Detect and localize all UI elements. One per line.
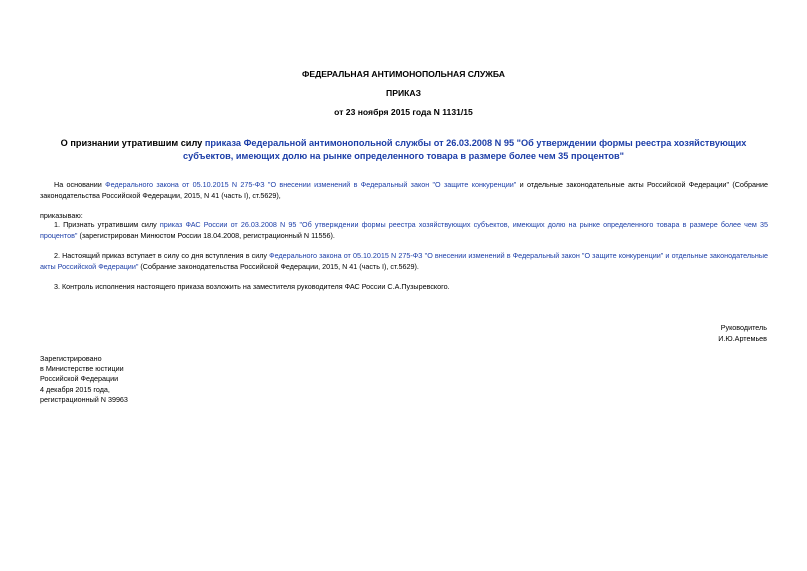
registration-line-2: в Министерстве юстиции <box>40 364 124 374</box>
registration-line-5: регистрационный N 39963 <box>40 394 128 404</box>
preamble-suffix: и отдельные законодательные акты Российской Федерации" (Собрание законодательства Российской Федерации, 2015, N 41 (часть I), ст.5629), <box>40 180 768 200</box>
signature-name: И.Ю.Артемьев <box>718 334 767 343</box>
item-2-prefix: 2. Настоящий приказ вступает в силу со дня вступления в силу <box>54 251 270 260</box>
item-2-law-link[interactable]: Федерального закона от 05.10.2015 N 275-ФЗ "О внесении изменений в Федеральный закон "О защите конкуренции" и отдельные законодательные акты Российской Федерации" <box>40 251 768 271</box>
item-1-order-link[interactable]: приказ ФАС России от 26.03.2008 N 95 "Об утверждении формы реестра хозяйствующих субъектов, имеющих долю на рынке определенного товара в размере более чем 35 процентов" <box>40 220 768 240</box>
title-prefix: О признании утратившим силу <box>60 138 205 148</box>
order-item-2 <box>40 250 768 272</box>
signature-position: Руководитель <box>720 323 767 332</box>
registration-line-3: Российской Федерации <box>40 374 119 384</box>
item-1-suffix: (зарегистрирован Минюстом России 18.04.2008, регистрационный N 11556). <box>77 231 335 240</box>
preamble-prefix: На основании <box>54 180 106 189</box>
registration-line-1: Зарегистрировано <box>40 354 102 363</box>
document-type: ПРИКАЗ <box>386 88 421 98</box>
registration-line-4: 4 декабря 2015 года, <box>40 384 110 394</box>
order-item-3 <box>40 281 768 292</box>
document-date: от 23 ноября 2015 года N 1131/15 <box>334 107 473 117</box>
agency-name: ФЕДЕРАЛЬНАЯ АНТИМОНОПОЛЬНАЯ СЛУЖБА <box>302 69 505 79</box>
document-title <box>40 137 767 163</box>
preamble-law-link[interactable]: Федерального закона от 05.10.2015 N 275-ФЗ "О внесении изменений в Федеральный закон "О защите конкуренции" <box>105 180 517 189</box>
item-3-text: 3. Контроль исполнения настоящего приказа возложить на заместителя руководителя ФАС России С.А.Пузыревского. <box>54 282 450 291</box>
title-link[interactable]: приказа Федеральной антимонопольной службы от 26.03.2008 N 95 "Об утверждении формы реестра хозяйствующих субъектов, имеющих долю на рынке определенного товара в размере более чем 35 процентов" <box>182 138 747 161</box>
item-2-suffix: (Собрание законодательства Российской Федерации, 2015, N 41 (часть I), ст.5629). <box>138 262 419 271</box>
signature-block <box>718 322 767 344</box>
order-word: приказываю: <box>40 211 83 220</box>
registration-block <box>40 354 128 405</box>
order-item-1 <box>40 219 768 241</box>
preamble-paragraph <box>40 179 768 201</box>
item-1-prefix: 1. Признать утратившим силу <box>54 220 160 229</box>
